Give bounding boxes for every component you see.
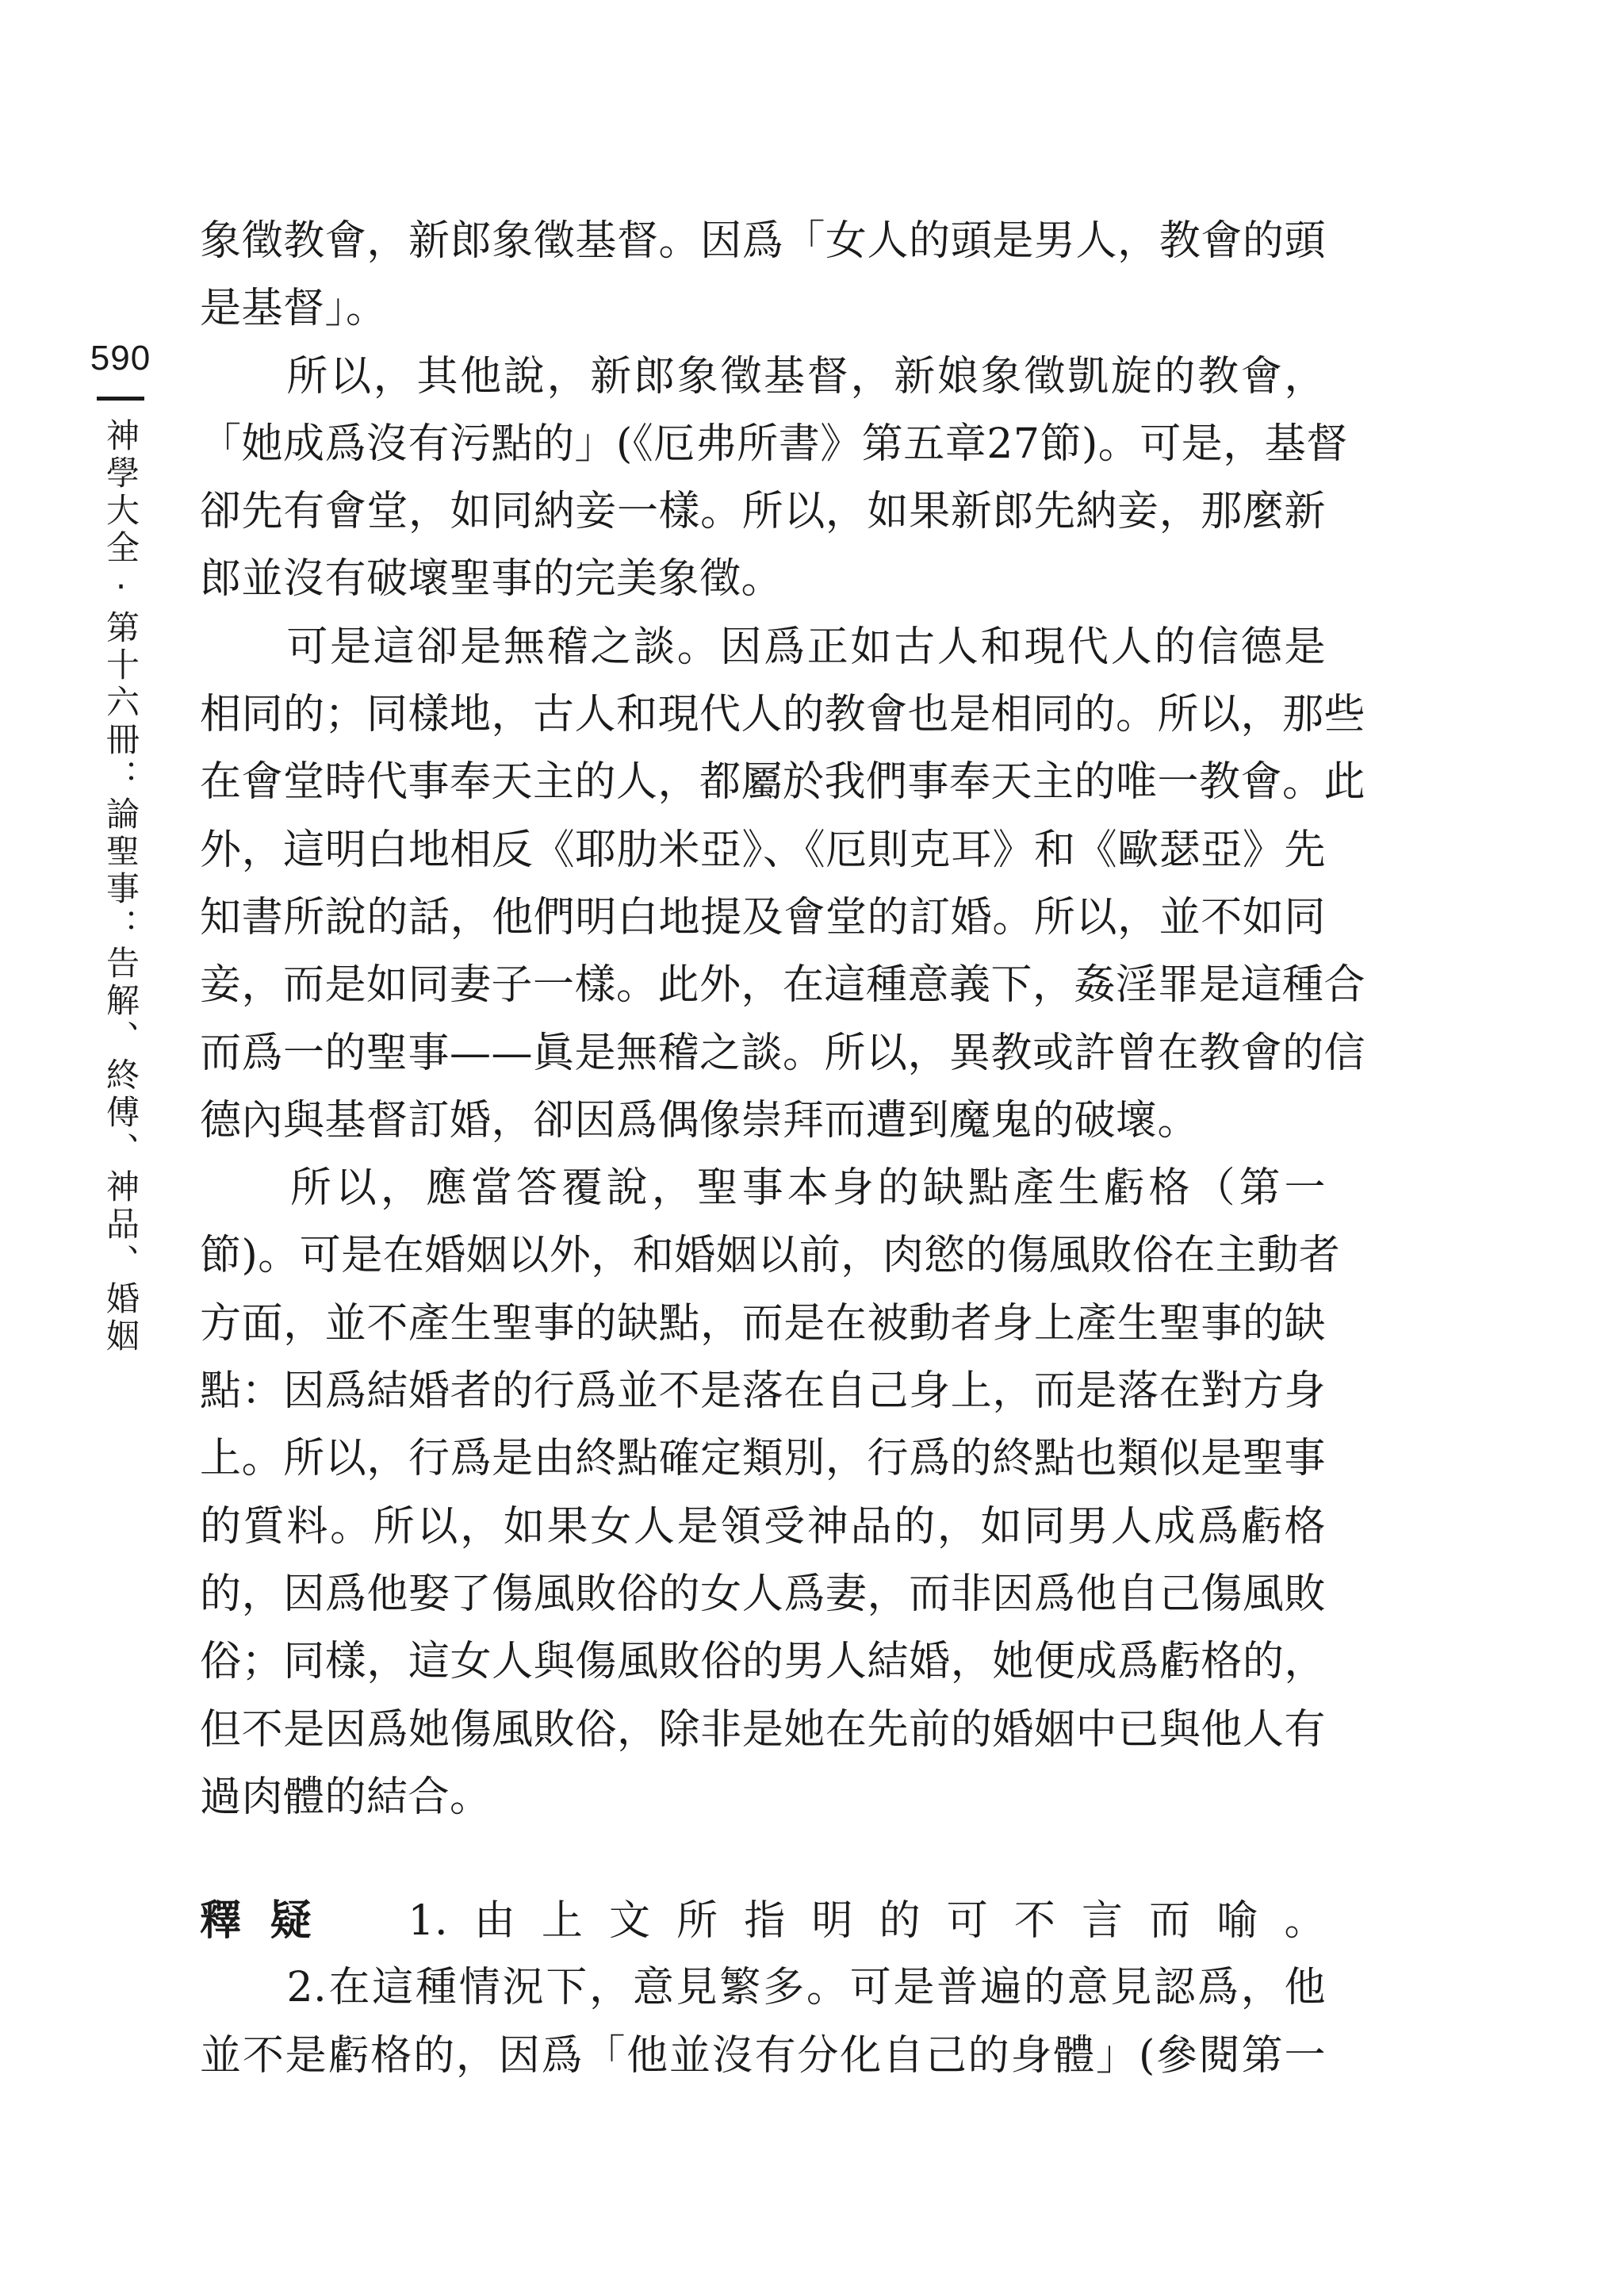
text-line: 節)。可是在婚姻以外，和婚姻以前，肉慾的傷風敗俗在主動者: [200, 1232, 1341, 1280]
text-line: 相同的；同樣地，古人和現代人的教會也是相同的。所以，那些: [200, 691, 1366, 739]
text-line: 知書所說的話，他們明白地提及會堂的訂婚。所以，並不如同: [200, 893, 1326, 941]
text-line: 而爲一的聖事——眞是無稽之談。所以，異教或許曾在教會的信: [200, 1029, 1366, 1077]
text-line: 的，因爲他娶了傷風敗俗的女人爲妻，而非因爲他自己傷風敗: [200, 1570, 1326, 1618]
replies-label: 釋疑: [200, 1896, 341, 1946]
text-line: 的質料。所以，如果女人是領受神品的，如同男人成爲虧格: [200, 1502, 1326, 1551]
text-line: 可是這卻是無稽之談。因爲正如古人和現代人的信德是: [200, 623, 1326, 671]
replies-text: [200, 1954, 1326, 2090]
text-line: 象徵教會，新郎象徵基督。因爲「女人的頭是男人，教會的頭: [200, 217, 1326, 265]
text-line: 上。所以，行爲是由終點確定類別，行爲的終點也類似是聖事: [200, 1435, 1326, 1483]
page-body: [200, 208, 1366, 2090]
text-line: 方面，並不產生聖事的缺點，而是在被動者身上產生聖事的缺: [200, 1299, 1326, 1348]
text-line: 是基督」。: [200, 285, 388, 333]
text-line: 並不是虧格的，因爲「他並沒有分化自己的身體」(參閱第一: [200, 2031, 1326, 2080]
text-line: 郎並沒有破壞聖事的完美象徵。: [200, 555, 783, 604]
margin-rule: [97, 397, 144, 401]
section-gap: [200, 1831, 1326, 1887]
text-line: 過肉體的結合。: [200, 1773, 492, 1821]
page-margin: [82, 341, 159, 1355]
text-line: 俗；同樣，這女人與傷風敗俗的男人結婚，她便成爲虧格的，: [200, 1638, 1326, 1686]
running-title: 神學大全·第十六冊：論聖事：告解、終傅、神品、婚姻: [102, 418, 140, 1355]
text-line: 妾，而是如同妻子一樣。此外，在這種意義下，姦淫罪是這種合: [200, 961, 1366, 1010]
text-line: 2.在這種情況下，意見繁多。可是普遍的意見認爲，他: [200, 1964, 1326, 2012]
text-line: 卻先有會堂，如同納妾一樣。所以，如果新郎先納妾，那麼新: [200, 488, 1326, 536]
text-line: 但不是因爲她傷風敗俗，除非是她在先前的婚姻中已與他人有: [200, 1705, 1326, 1754]
text-line: 「她成爲沒有污點的」(《厄弗所書》第五章27節)。可是，基督: [200, 420, 1348, 468]
reply-first-line: [200, 1887, 1326, 1954]
main-text: [200, 208, 1366, 1831]
text-line: 德內與基督訂婚，卻因爲偶像崇拜而遭到魔鬼的破壞。: [200, 1096, 1200, 1145]
page-number: 590: [90, 339, 151, 378]
reply-1-text: 1.由上文所指明的可不言而喻。: [408, 1897, 1326, 1946]
text-line: 外，這明白地相反《耶肋米亞》、《厄則克耳》和《歐瑟亞》先: [200, 826, 1326, 874]
text-line: 在會堂時代事奉天主的人，都屬於我們事奉天主的唯一教會。此: [200, 758, 1366, 807]
text-line: 點：因爲結婚者的行爲並不是落在自己身上，而是落在對方身: [200, 1367, 1326, 1416]
text-line: 所以，其他說，新郎象徵基督，新娘象徵凱旋的教會，: [200, 352, 1326, 401]
text-line: 所以，應當答覆說，聖事本身的缺點產生虧格（第一: [200, 1164, 1326, 1213]
